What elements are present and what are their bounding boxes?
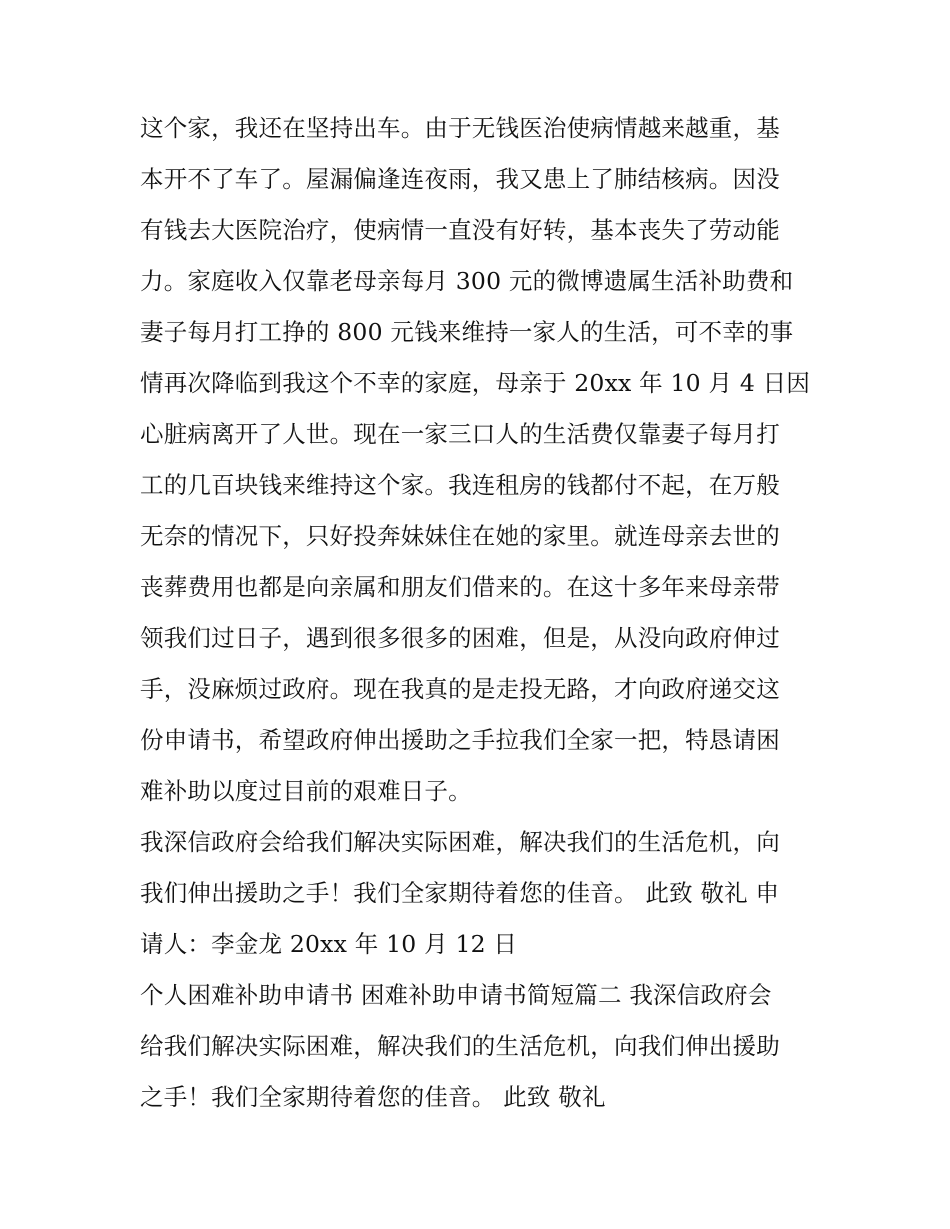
text-line: 请人：李金龙 20xx 年 10 月 12 日	[140, 930, 518, 958]
text-line: 力。家庭收入仅靠老母亲每月 300 元的微博遗属生活补助费和	[140, 267, 794, 295]
text-line: 领我们过日子，遇到很多很多的困难，但是，从没向政府伸过	[140, 624, 780, 652]
text-line: 情再次降临到我这个不幸的家庭，母亲于 20xx 年 10 月 4 日因	[140, 369, 811, 397]
text-line: 妻子每月打工挣的 800 元钱来维持一家人的生活，可不幸的事	[140, 318, 794, 346]
text-line: 之手！我们全家期待着您的佳音。 此致 敬礼	[140, 1083, 606, 1111]
text-line: 份申请书，希望政府伸出援助之手拉我们全家一把，特恳请困	[140, 726, 780, 754]
text-line: 工的几百块钱来维持这个家。我连租房的钱都付不起，在万般	[140, 471, 780, 499]
text-line: 我深信政府会给我们解决实际困难，解决我们的生活危机，向	[140, 828, 780, 856]
text-line: 这个家，我还在坚持出车。由于无钱医治使病情越来越重，基	[140, 114, 780, 142]
text-line: 手，没麻烦过政府。现在我真的是走投无路，才向政府递交这	[140, 675, 780, 703]
text-line: 难补助以度过目前的艰难日子。	[140, 777, 472, 805]
text-line: 有钱去大医院治疗，使病情一直没有好转，基本丧失了劳动能	[140, 216, 780, 244]
text-line: 丧葬费用也都是向亲属和朋友们借来的。在这十多年来母亲带	[140, 573, 780, 601]
text-line: 心脏病离开了人世。现在一家三口人的生活费仅靠妻子每月打	[140, 420, 780, 448]
text-line: 个人困难补助申请书 困难补助申请书简短篇二 我深信政府会	[140, 981, 772, 1009]
text-line: 无奈的情况下，只好投奔妹妹住在她的家里。就连母亲去世的	[140, 522, 780, 550]
text-line: 本开不了车了。屋漏偏逢连夜雨，我又患上了肺结核病。因没	[140, 165, 780, 193]
text-line: 我们伸出援助之手！我们全家期待着您的佳音。 此致 敬礼 申	[140, 879, 780, 907]
text-line: 给我们解决实际困难，解决我们的生活危机，向我们伸出援助	[140, 1032, 780, 1060]
